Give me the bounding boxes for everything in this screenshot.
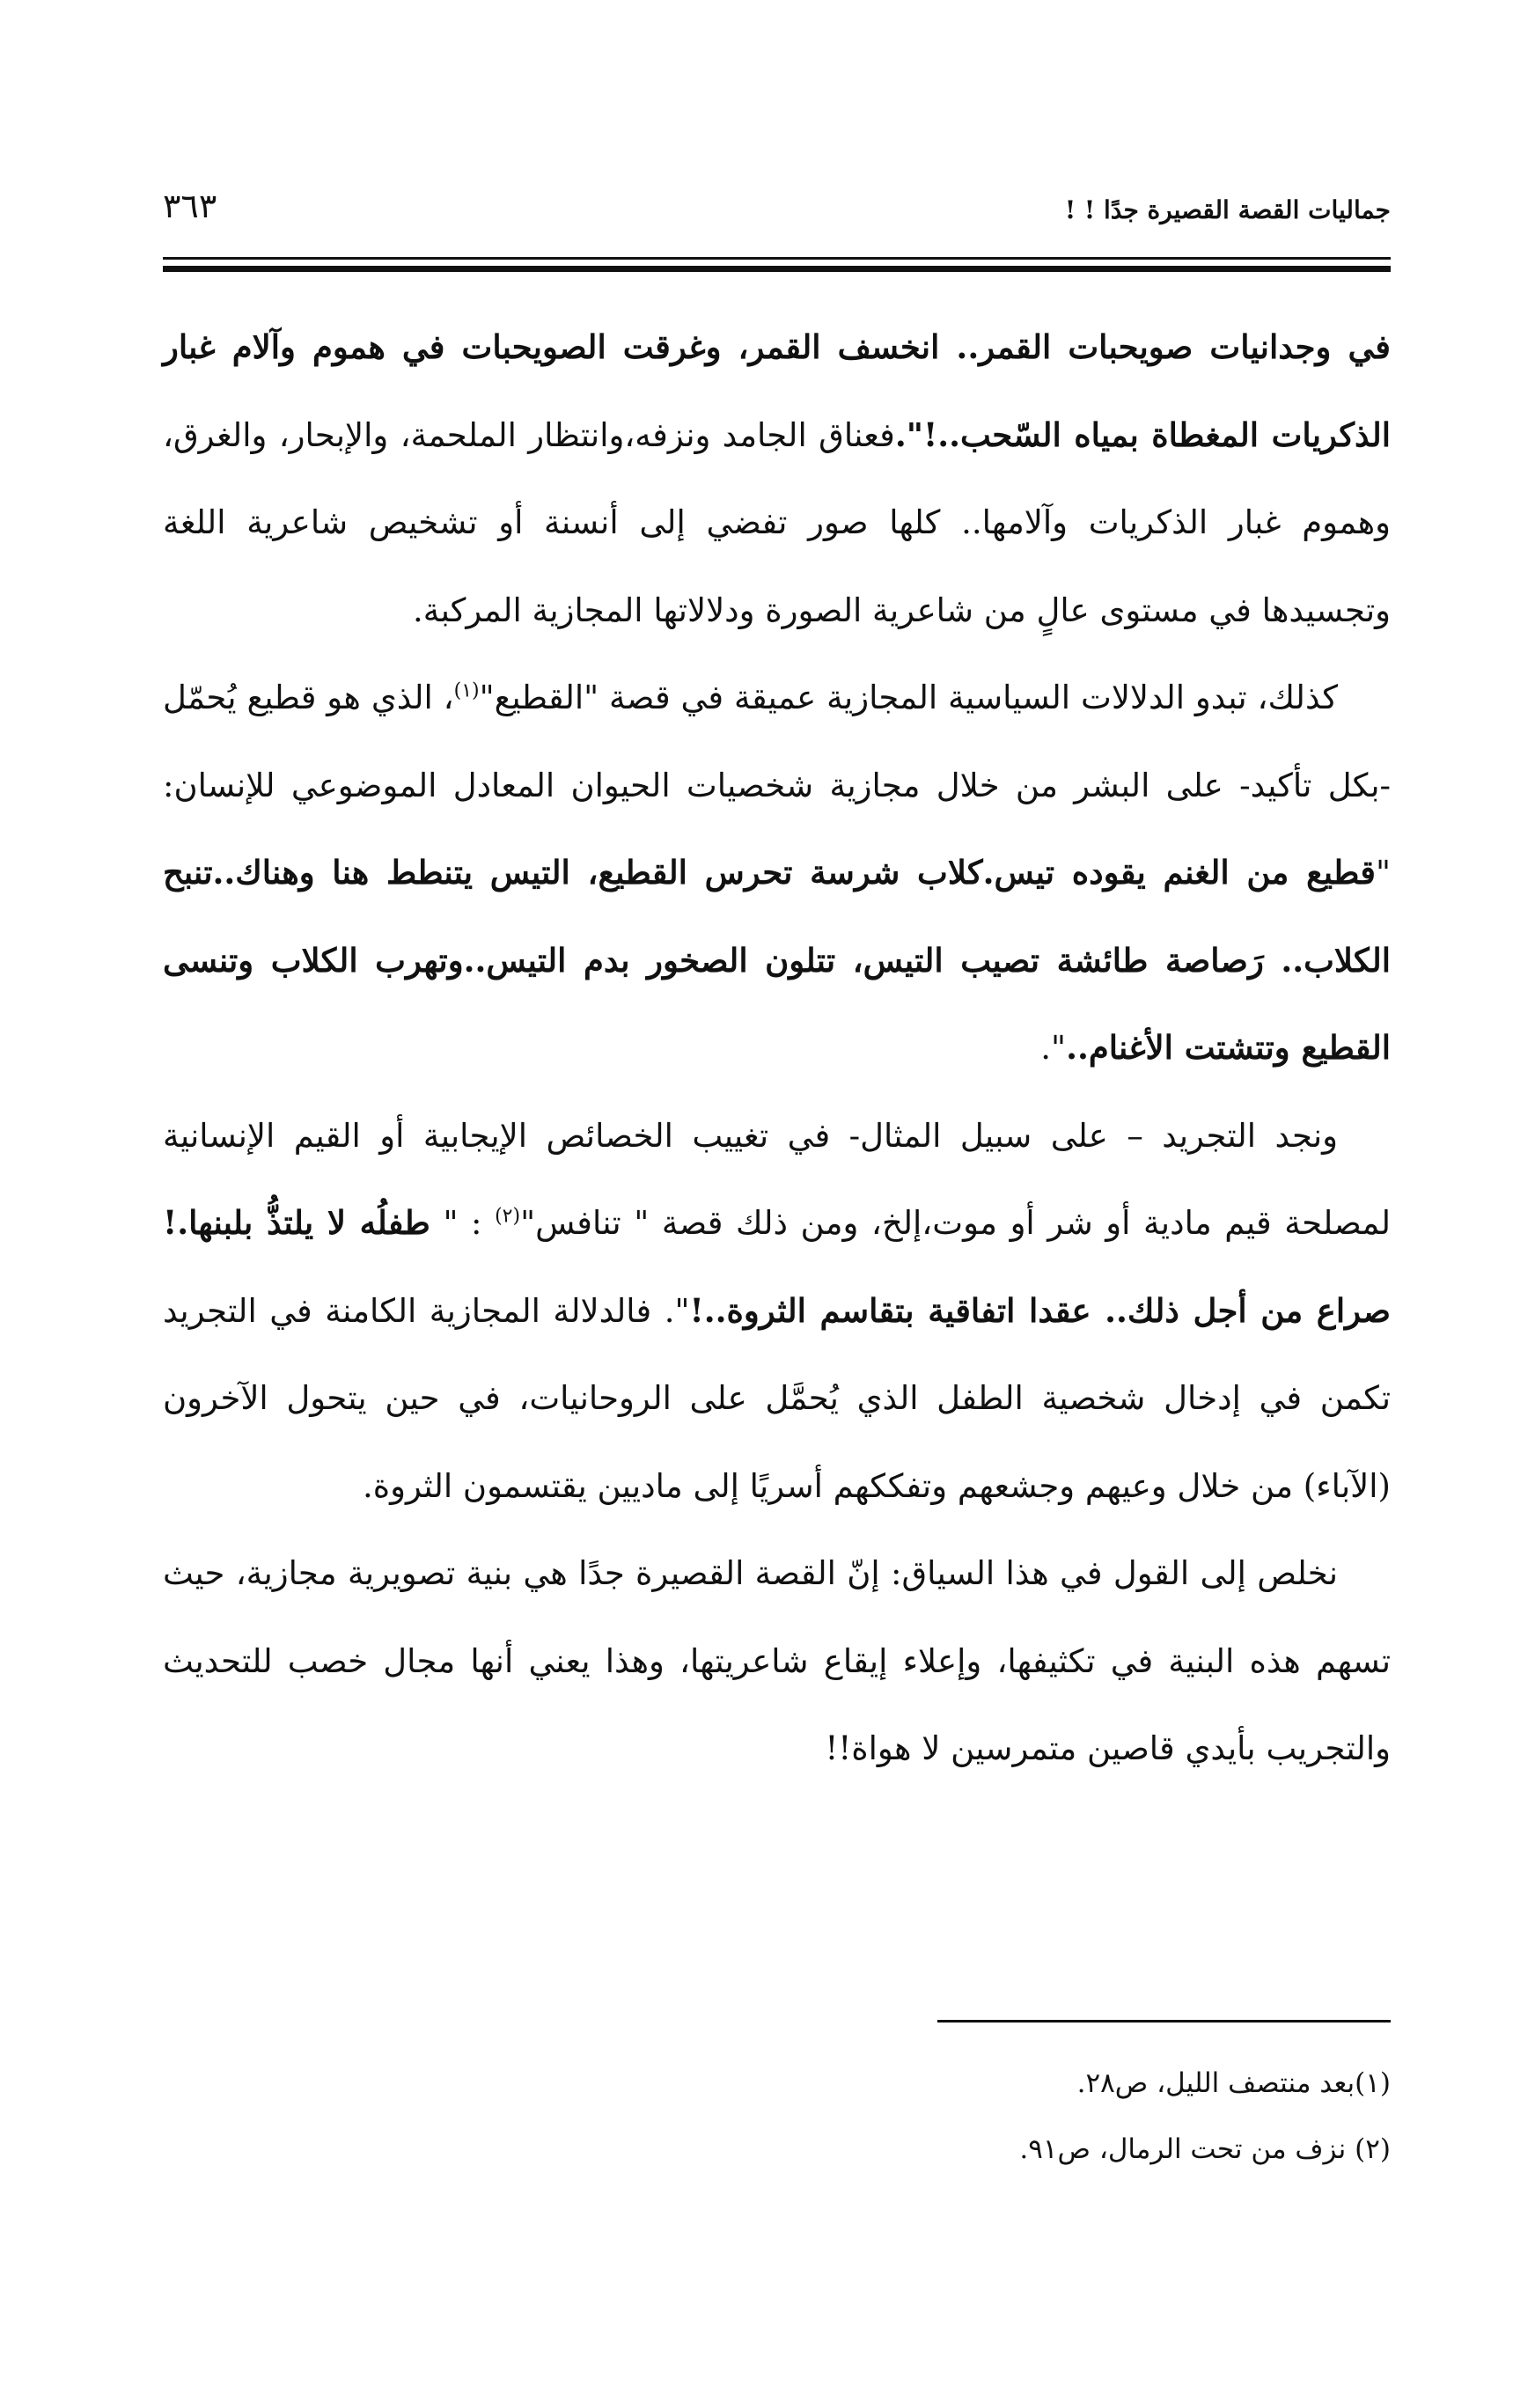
paragraph-text: فعناق الجامد ونزفه،وانتظار الملحمة، والإبحار، والغرق، وهموم غبار الذكريات وآلامها.. كلها صور تفضي إلى أنسنة أو تشخيص شاعرية اللغة وتجسيدها في مستوى عالٍ من شاعرية الصورة ودلالاتها المجازية المركبة. <box>163 415 1391 629</box>
page-number: ٣٦٣ <box>163 187 217 225</box>
paragraph-2 <box>163 654 1391 1092</box>
paragraph-text: ". فالدلالة المجازية الكامنة في التجريد تكمن في إدخال شخصية الطفل الذي يُحمَّل على الروحانيات، في حين يتحول الآخرون (الآباء) من خلال وعيهم وجشعهم وتفككهم أسريًا إلى ماديين يقتسمون الثروة. <box>163 1291 1391 1505</box>
page-header <box>163 187 1391 239</box>
paragraph-text: كذلك، تبدو الدلالات السياسية المجازية عميقة في قصة "القطيع" <box>479 679 1338 716</box>
paragraph-text: ". <box>1040 1029 1067 1067</box>
quoted-bold-text: في وجدانيات صويحبات القمر.. انخسف القمر، وغرقت الصويحبات في هموم وآلام غبار الذكريات المغطاة بمياه السّحب..!". <box>163 327 1391 454</box>
main-text <box>163 304 1391 1793</box>
paragraph-4 <box>163 1530 1391 1793</box>
footnote-separator <box>937 2020 1391 2023</box>
quoted-bold-text: قطيع من الغنم يقوده تيس.كلاب شرسة تحرس القطيع، التيس يتنطط هنا وهناك..تنبح الكلاب.. رَصاصة طائشة تصيب التيس، تتلون الصخور بدم التيس..وتهرب الكلاب وتنسى القطيع وتتشتت الأغنام.. <box>163 853 1391 1067</box>
paragraph-text: ، الذي هو قطيع يُحمّل -بكل تأكيد- على البشر من خلال مجازية شخصيات الحيوان المعادل الموضوعي للإنسان: " <box>163 679 1391 892</box>
footnotes <box>163 2051 1391 2183</box>
paragraph-text: نخلص إلى القول في هذا السياق: إنّ القصة القصيرة جدًا هي بنية تصويرية مجازية، حيث تسهم هذه البنية في تكثيفها، وإعلاء إيقاع شاعريتها، وهذا يعني أنها مجال خصب للتحديث والتجريب بأيدي قاصين متمرسين لا هواة!! <box>163 1554 1391 1767</box>
paragraph-1 <box>163 304 1391 654</box>
header-rule-thin <box>163 257 1391 260</box>
footnote-reference: (١) <box>453 679 480 702</box>
running-title: جماليات القصة القصيرة جدًا ! ! <box>1064 195 1391 224</box>
header-rule-thick <box>163 266 1391 272</box>
quoted-bold-text: طفلُه لا يلتذُّ بلبنها.! صراع من أجل ذلك.. عقدا اتفاقية بتقاسم الثروة..! <box>163 1203 1391 1330</box>
footnote-2: (٢) نزف من تحت الرمال، ص٩١. <box>1019 2133 1391 2165</box>
footnote-reference: (٢) <box>495 1205 521 1228</box>
paragraph-text: : " <box>430 1204 496 1242</box>
paragraph-text: ونجد التجريد – على سبيل المثال- في تغييب الخصائص الإيجابية أو القيم الإنسانية لمصلحة قيم مادية أو شر أو موت،إلخ، ومن ذلك قصة " تنافس" <box>163 1116 1391 1242</box>
footnote-1: (١)بعد منتصف الليل، ص٢٨. <box>1076 2067 1391 2099</box>
paragraph-3 <box>163 1092 1391 1531</box>
